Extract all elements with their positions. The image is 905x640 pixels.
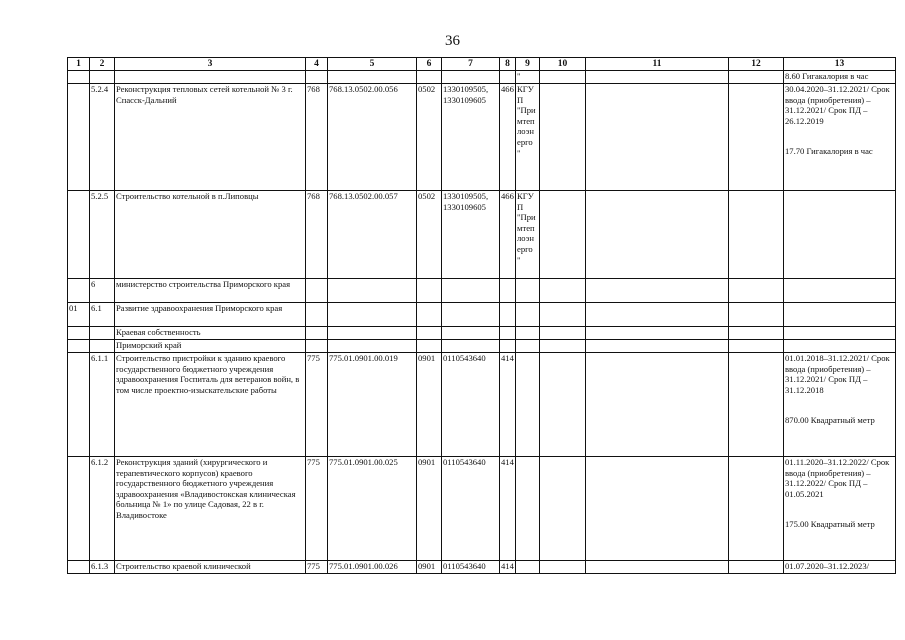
cell: 775	[306, 353, 328, 457]
cell	[306, 303, 328, 327]
table-row	[68, 71, 896, 84]
cell	[729, 353, 784, 457]
cell	[68, 191, 90, 279]
cell: 1330109505, 1330109605	[442, 84, 500, 191]
cell: Развитие здравоохранения Приморского края	[115, 303, 306, 327]
cell: 01	[68, 303, 90, 327]
cell	[729, 457, 784, 561]
table-row	[68, 561, 896, 574]
cell: 414	[500, 353, 516, 457]
cell	[784, 340, 896, 353]
cell: КГУ П "При мтеп лоэн ерго "	[516, 191, 540, 279]
cell: 768	[306, 191, 328, 279]
cell	[68, 327, 90, 340]
cell: 0502	[417, 191, 442, 279]
cell	[68, 279, 90, 303]
cell: 768.13.0502.00.056	[328, 84, 417, 191]
cell	[586, 191, 729, 279]
cell	[586, 457, 729, 561]
cell	[784, 279, 896, 303]
cell	[500, 279, 516, 303]
cell	[729, 327, 784, 340]
col-header: 5	[328, 58, 417, 71]
cell	[586, 303, 729, 327]
cell: 6.1	[90, 303, 115, 327]
cell	[306, 279, 328, 303]
col-header: 10	[540, 58, 586, 71]
cell	[586, 340, 729, 353]
cell	[729, 71, 784, 84]
table-row	[68, 340, 896, 353]
cell: Строительство пристройки к зданию краевого государственного бюджетного учреждения здравоохранения Госпиталь для ветеранов войн, в том числе проектно-изыскательские работы	[115, 353, 306, 457]
cell	[784, 84, 896, 191]
cell: КГУ П "При мтеп лоэн ерго "	[516, 84, 540, 191]
cell	[417, 279, 442, 303]
table-row	[68, 457, 896, 561]
cell	[90, 327, 115, 340]
cell: 414	[500, 561, 516, 574]
cell: 0901	[417, 457, 442, 561]
cell	[417, 340, 442, 353]
cell	[540, 71, 586, 84]
cell	[68, 340, 90, 353]
cell	[516, 279, 540, 303]
col-header: 9	[516, 58, 540, 71]
cell: 0901	[417, 353, 442, 457]
cell	[417, 327, 442, 340]
cell	[540, 340, 586, 353]
cell: 775	[306, 457, 328, 561]
cell	[442, 327, 500, 340]
cell: 1330109505, 1330109605	[442, 191, 500, 279]
cell: 768	[306, 84, 328, 191]
cell: Краевая собственность	[115, 327, 306, 340]
cell: 0110543640	[442, 457, 500, 561]
table-row	[68, 327, 896, 340]
cell	[115, 71, 306, 84]
cell: Строительство краевой клинической	[115, 561, 306, 574]
cell	[516, 353, 540, 457]
cell	[516, 457, 540, 561]
table-row	[68, 191, 896, 279]
header-row	[68, 58, 896, 71]
cell: 6	[90, 279, 115, 303]
cell	[68, 71, 90, 84]
cell	[540, 561, 586, 574]
cell	[516, 561, 540, 574]
page-number: 36	[445, 33, 460, 49]
cell	[442, 71, 500, 84]
cell: 5.2.5	[90, 191, 115, 279]
period-text: 30.04.2020–31.12.2021/ Срок ввода (приобретения) – 31.12.2021/ Срок ПД – 26.12.2019	[785, 84, 890, 126]
capacity-text: 870.00 Квадратный метр	[785, 415, 875, 426]
capacity-text: 17.70 Гигакалория в час	[785, 146, 873, 157]
cell	[729, 561, 784, 574]
cell: министерство строительства Приморского края	[115, 279, 306, 303]
cell	[90, 340, 115, 353]
cell	[516, 327, 540, 340]
cell	[90, 71, 115, 84]
cell	[442, 303, 500, 327]
cell	[586, 327, 729, 340]
col-header: 1	[68, 58, 90, 71]
cell: 775.01.0901.00.019	[328, 353, 417, 457]
cell: Реконструкция тепловых сетей котельной № 3 г. Спасск-Дальний	[115, 84, 306, 191]
col-header: 4	[306, 58, 328, 71]
col-header: 6	[417, 58, 442, 71]
cell	[500, 303, 516, 327]
cell	[540, 191, 586, 279]
col-header: 3	[115, 58, 306, 71]
cell	[540, 279, 586, 303]
col-header: 7	[442, 58, 500, 71]
cell	[729, 340, 784, 353]
cell: 775.01.0901.00.026	[328, 561, 417, 574]
cell	[442, 340, 500, 353]
cell	[729, 303, 784, 327]
cell: 6.1.3	[90, 561, 115, 574]
col-header: 13	[784, 58, 896, 71]
cell	[784, 353, 896, 457]
cell: Приморский край	[115, 340, 306, 353]
cell: 775.01.0901.00.025	[328, 457, 417, 561]
cell	[68, 353, 90, 457]
cell	[540, 327, 586, 340]
cell	[516, 340, 540, 353]
cell: 466	[500, 191, 516, 279]
capacity-text: 175.00 Квадратный метр	[785, 519, 875, 530]
table-row	[68, 84, 896, 191]
cell: 0901	[417, 561, 442, 574]
table-row	[68, 303, 896, 327]
cell	[442, 279, 500, 303]
cell	[540, 84, 586, 191]
cell: 01.07.2020–31.12.2023/	[784, 561, 896, 574]
table-row	[68, 279, 896, 303]
cell	[586, 84, 729, 191]
cell: 0110543640	[442, 561, 500, 574]
cell	[328, 279, 417, 303]
cell	[328, 303, 417, 327]
program-table	[67, 57, 896, 574]
cell: "	[516, 71, 540, 84]
period-text: 01.11.2020–31.12.2022/ Срок ввода (приобретения) – 31.12.2022/ Срок ПД – 01.05.2021	[785, 457, 890, 499]
cell	[586, 353, 729, 457]
cell: 0502	[417, 84, 442, 191]
cell	[417, 71, 442, 84]
cell	[784, 327, 896, 340]
cell	[540, 303, 586, 327]
cell	[500, 71, 516, 84]
cell	[540, 457, 586, 561]
cell: Реконструкция зданий (хирургического и терапевтического корпусов) краевого государственного бюджетного учреждения здравоохранения «Владивостокская клиническая больница № 1» по улице Садовая, 22 в г. Владивостоке	[115, 457, 306, 561]
cell: 466	[500, 84, 516, 191]
col-header: 12	[729, 58, 784, 71]
cell	[500, 340, 516, 353]
cell	[784, 303, 896, 327]
cell	[306, 340, 328, 353]
cell: 6.1.1	[90, 353, 115, 457]
cell	[729, 191, 784, 279]
cell	[306, 327, 328, 340]
cell: 0110543640	[442, 353, 500, 457]
cell: 6.1.2	[90, 457, 115, 561]
cell	[328, 71, 417, 84]
cell	[328, 340, 417, 353]
cell	[68, 84, 90, 191]
table-row	[68, 353, 896, 457]
cell	[586, 561, 729, 574]
cell: 775	[306, 561, 328, 574]
cell	[500, 327, 516, 340]
cell: 8.60 Гигакалория в час	[784, 71, 896, 84]
cell	[306, 71, 328, 84]
cell	[784, 191, 896, 279]
cell: 5.2.4	[90, 84, 115, 191]
cell	[417, 303, 442, 327]
cell	[516, 303, 540, 327]
cell	[540, 353, 586, 457]
cell	[729, 279, 784, 303]
cell	[68, 561, 90, 574]
col-header: 11	[586, 58, 729, 71]
cell	[328, 327, 417, 340]
cell	[68, 457, 90, 561]
col-header: 2	[90, 58, 115, 71]
col-header: 8	[500, 58, 516, 71]
cell: Строительство котельной в п.Липовцы	[115, 191, 306, 279]
period-text: 01.01.2018–31.12.2021/ Срок ввода (приобретения) – 31.12.2021/ Срок ПД – 31.12.2018	[785, 353, 890, 395]
cell	[784, 457, 896, 561]
cell: 414	[500, 457, 516, 561]
cell	[729, 84, 784, 191]
cell	[586, 279, 729, 303]
cell: 768.13.0502.00.057	[328, 191, 417, 279]
cell	[586, 71, 729, 84]
